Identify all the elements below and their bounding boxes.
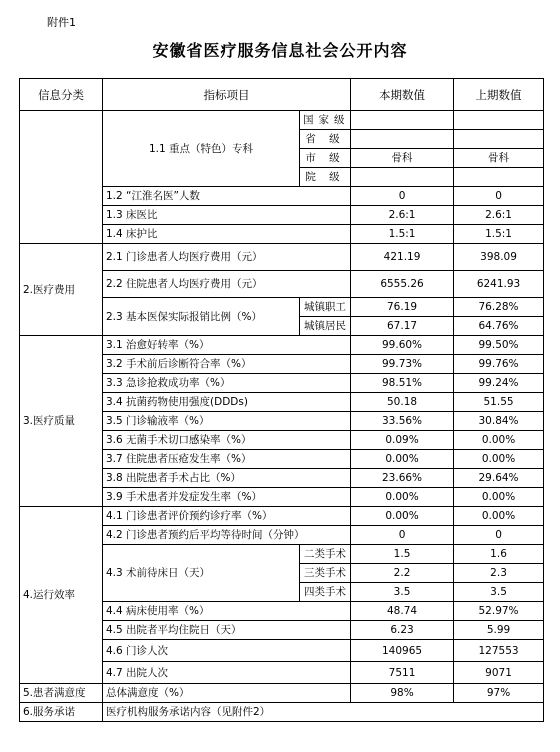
previous-value: 0	[454, 526, 544, 545]
current-value: 0.00%	[351, 450, 454, 469]
indicator-label: 总体满意度（%）	[103, 684, 351, 703]
previous-value: 0.00%	[454, 450, 544, 469]
table-row	[20, 244, 544, 271]
sub-label: 二类手术	[300, 545, 351, 564]
indicator-label: 3.6 无菌手术切口感染率（%）	[103, 431, 351, 450]
current-value	[351, 111, 454, 130]
current-value: 0	[351, 526, 454, 545]
current-value: 0.00%	[351, 488, 454, 507]
current-value: 99.73%	[351, 355, 454, 374]
current-value: 1.5	[351, 545, 454, 564]
indicator-label: 4.7 出院人次	[103, 662, 351, 684]
table-row	[20, 336, 544, 355]
previous-value: 97%	[454, 684, 544, 703]
page-title: 安徽省医疗服务信息社会公开内容	[152, 41, 408, 60]
indicator-label: 4.3 术前待床日（天）	[103, 545, 300, 602]
indicator-label: 1.2 “江淮名医”人数	[103, 187, 351, 206]
header-category: 信息分类	[20, 79, 103, 111]
indicator-label: 3.4 抗菌药物使用强度(DDDs)	[103, 393, 351, 412]
current-value: 7511	[351, 662, 454, 684]
sub-label: 城镇职工	[300, 298, 351, 317]
current-value: 23.66%	[351, 469, 454, 488]
table-header	[20, 79, 544, 111]
indicator-label: 3.7 住院患者压疮发生率（%）	[103, 450, 351, 469]
previous-value: 76.28%	[454, 298, 544, 317]
sub-label: 三类手术	[300, 564, 351, 583]
previous-value: 0.00%	[454, 488, 544, 507]
previous-value: 2.3	[454, 564, 544, 583]
previous-value: 0.00%	[454, 431, 544, 450]
previous-value: 99.76%	[454, 355, 544, 374]
current-value: 6555.26	[351, 271, 454, 298]
category-label: 6.服务承诺	[20, 703, 103, 722]
header-indicator: 指标项目	[103, 79, 351, 111]
previous-value: 0.00%	[454, 507, 544, 526]
current-value: 98%	[351, 684, 454, 703]
previous-value: 51.55	[454, 393, 544, 412]
table-row	[20, 111, 544, 130]
level-label: 省 级	[300, 130, 351, 149]
indicator-label: 4.4 病床使用率（%）	[103, 602, 351, 621]
indicator-label: 2.3 基本医保实际报销比例（%）	[103, 298, 300, 336]
current-value: 1.5:1	[351, 225, 454, 244]
previous-value: 9071	[454, 662, 544, 684]
indicator-label: 3.2 手术前后诊断符合率（%）	[103, 355, 351, 374]
previous-value: 64.76%	[454, 317, 544, 336]
previous-value	[454, 111, 544, 130]
current-value: 421.19	[351, 244, 454, 271]
current-value: 76.19	[351, 298, 454, 317]
indicator-label: 2.1 门诊患者人均医疗费用（元）	[103, 244, 351, 271]
indicator-label: 3.8 出院患者手术占比（%）	[103, 469, 351, 488]
current-value: 99.60%	[351, 336, 454, 355]
category-label: 5.患者满意度	[20, 684, 103, 703]
current-value: 140965	[351, 640, 454, 662]
previous-value	[454, 130, 544, 149]
previous-value: 2.6:1	[454, 206, 544, 225]
previous-value: 6241.93	[454, 271, 544, 298]
previous-value: 5.99	[454, 621, 544, 640]
current-value: 2.6:1	[351, 206, 454, 225]
current-value: 50.18	[351, 393, 454, 412]
indicator-label: 3.1 治愈好转率（%）	[103, 336, 351, 355]
level-label: 院 级	[300, 168, 351, 187]
category-1	[20, 111, 103, 244]
header-previous: 上期数值	[454, 79, 544, 111]
indicator-label: 4.6 门诊人次	[103, 640, 351, 662]
previous-value: 0	[454, 187, 544, 206]
current-value	[351, 130, 454, 149]
indicator-label: 2.2 住院患者人均医疗费用（元）	[103, 271, 351, 298]
table-row	[20, 507, 544, 526]
indicator-label: 1.1 重点（特色）专科	[103, 111, 300, 187]
current-value: 98.51%	[351, 374, 454, 393]
table-row	[20, 703, 544, 722]
previous-value: 29.64%	[454, 469, 544, 488]
previous-value: 99.50%	[454, 336, 544, 355]
category-label: 3.医疗质量	[20, 336, 103, 507]
indicator-label: 1.3 床医比	[103, 206, 351, 225]
attachment-label: 附件1	[47, 16, 76, 29]
indicator-label: 3.5 门诊输液率（%）	[103, 412, 351, 431]
current-value: 0.09%	[351, 431, 454, 450]
indicator-label: 1.4 床护比	[103, 225, 351, 244]
previous-value: 1.5:1	[454, 225, 544, 244]
previous-value: 3.5	[454, 583, 544, 602]
current-value: 0	[351, 187, 454, 206]
header-current: 本期数值	[351, 79, 454, 111]
table-row	[20, 684, 544, 703]
current-value: 67.17	[351, 317, 454, 336]
indicator-label: 3.3 急诊抢救成功率（%）	[103, 374, 351, 393]
indicator-label: 4.2 门诊患者预约后平均等待时间（分钟）	[103, 526, 351, 545]
info-table	[19, 78, 544, 722]
sub-label: 城镇居民	[300, 317, 351, 336]
indicator-label: 4.5 出院者平均住院日（天）	[103, 621, 351, 640]
previous-value: 1.6	[454, 545, 544, 564]
current-value: 33.56%	[351, 412, 454, 431]
current-value: 2.2	[351, 564, 454, 583]
previous-value: 30.84%	[454, 412, 544, 431]
category-label: 2.医疗费用	[20, 244, 103, 336]
current-value: 0.00%	[351, 507, 454, 526]
current-value: 3.5	[351, 583, 454, 602]
previous-value: 127553	[454, 640, 544, 662]
previous-value	[454, 168, 544, 187]
category-label: 4.运行效率	[20, 507, 103, 684]
previous-value: 骨科	[454, 149, 544, 168]
current-value: 骨科	[351, 149, 454, 168]
previous-value: 99.24%	[454, 374, 544, 393]
indicator-label: 4.1 门诊患者评价预约诊疗率（%）	[103, 507, 351, 526]
current-value: 48.74	[351, 602, 454, 621]
indicator-label: 3.9 手术患者并发症发生率（%）	[103, 488, 351, 507]
previous-value: 52.97%	[454, 602, 544, 621]
sub-label: 四类手术	[300, 583, 351, 602]
current-value: 6.23	[351, 621, 454, 640]
level-label: 国家级	[300, 111, 351, 130]
indicator-label: 医疗机构服务承诺内容（见附件2）	[103, 703, 544, 722]
level-label: 市 级	[300, 149, 351, 168]
current-value	[351, 168, 454, 187]
previous-value: 398.09	[454, 244, 544, 271]
